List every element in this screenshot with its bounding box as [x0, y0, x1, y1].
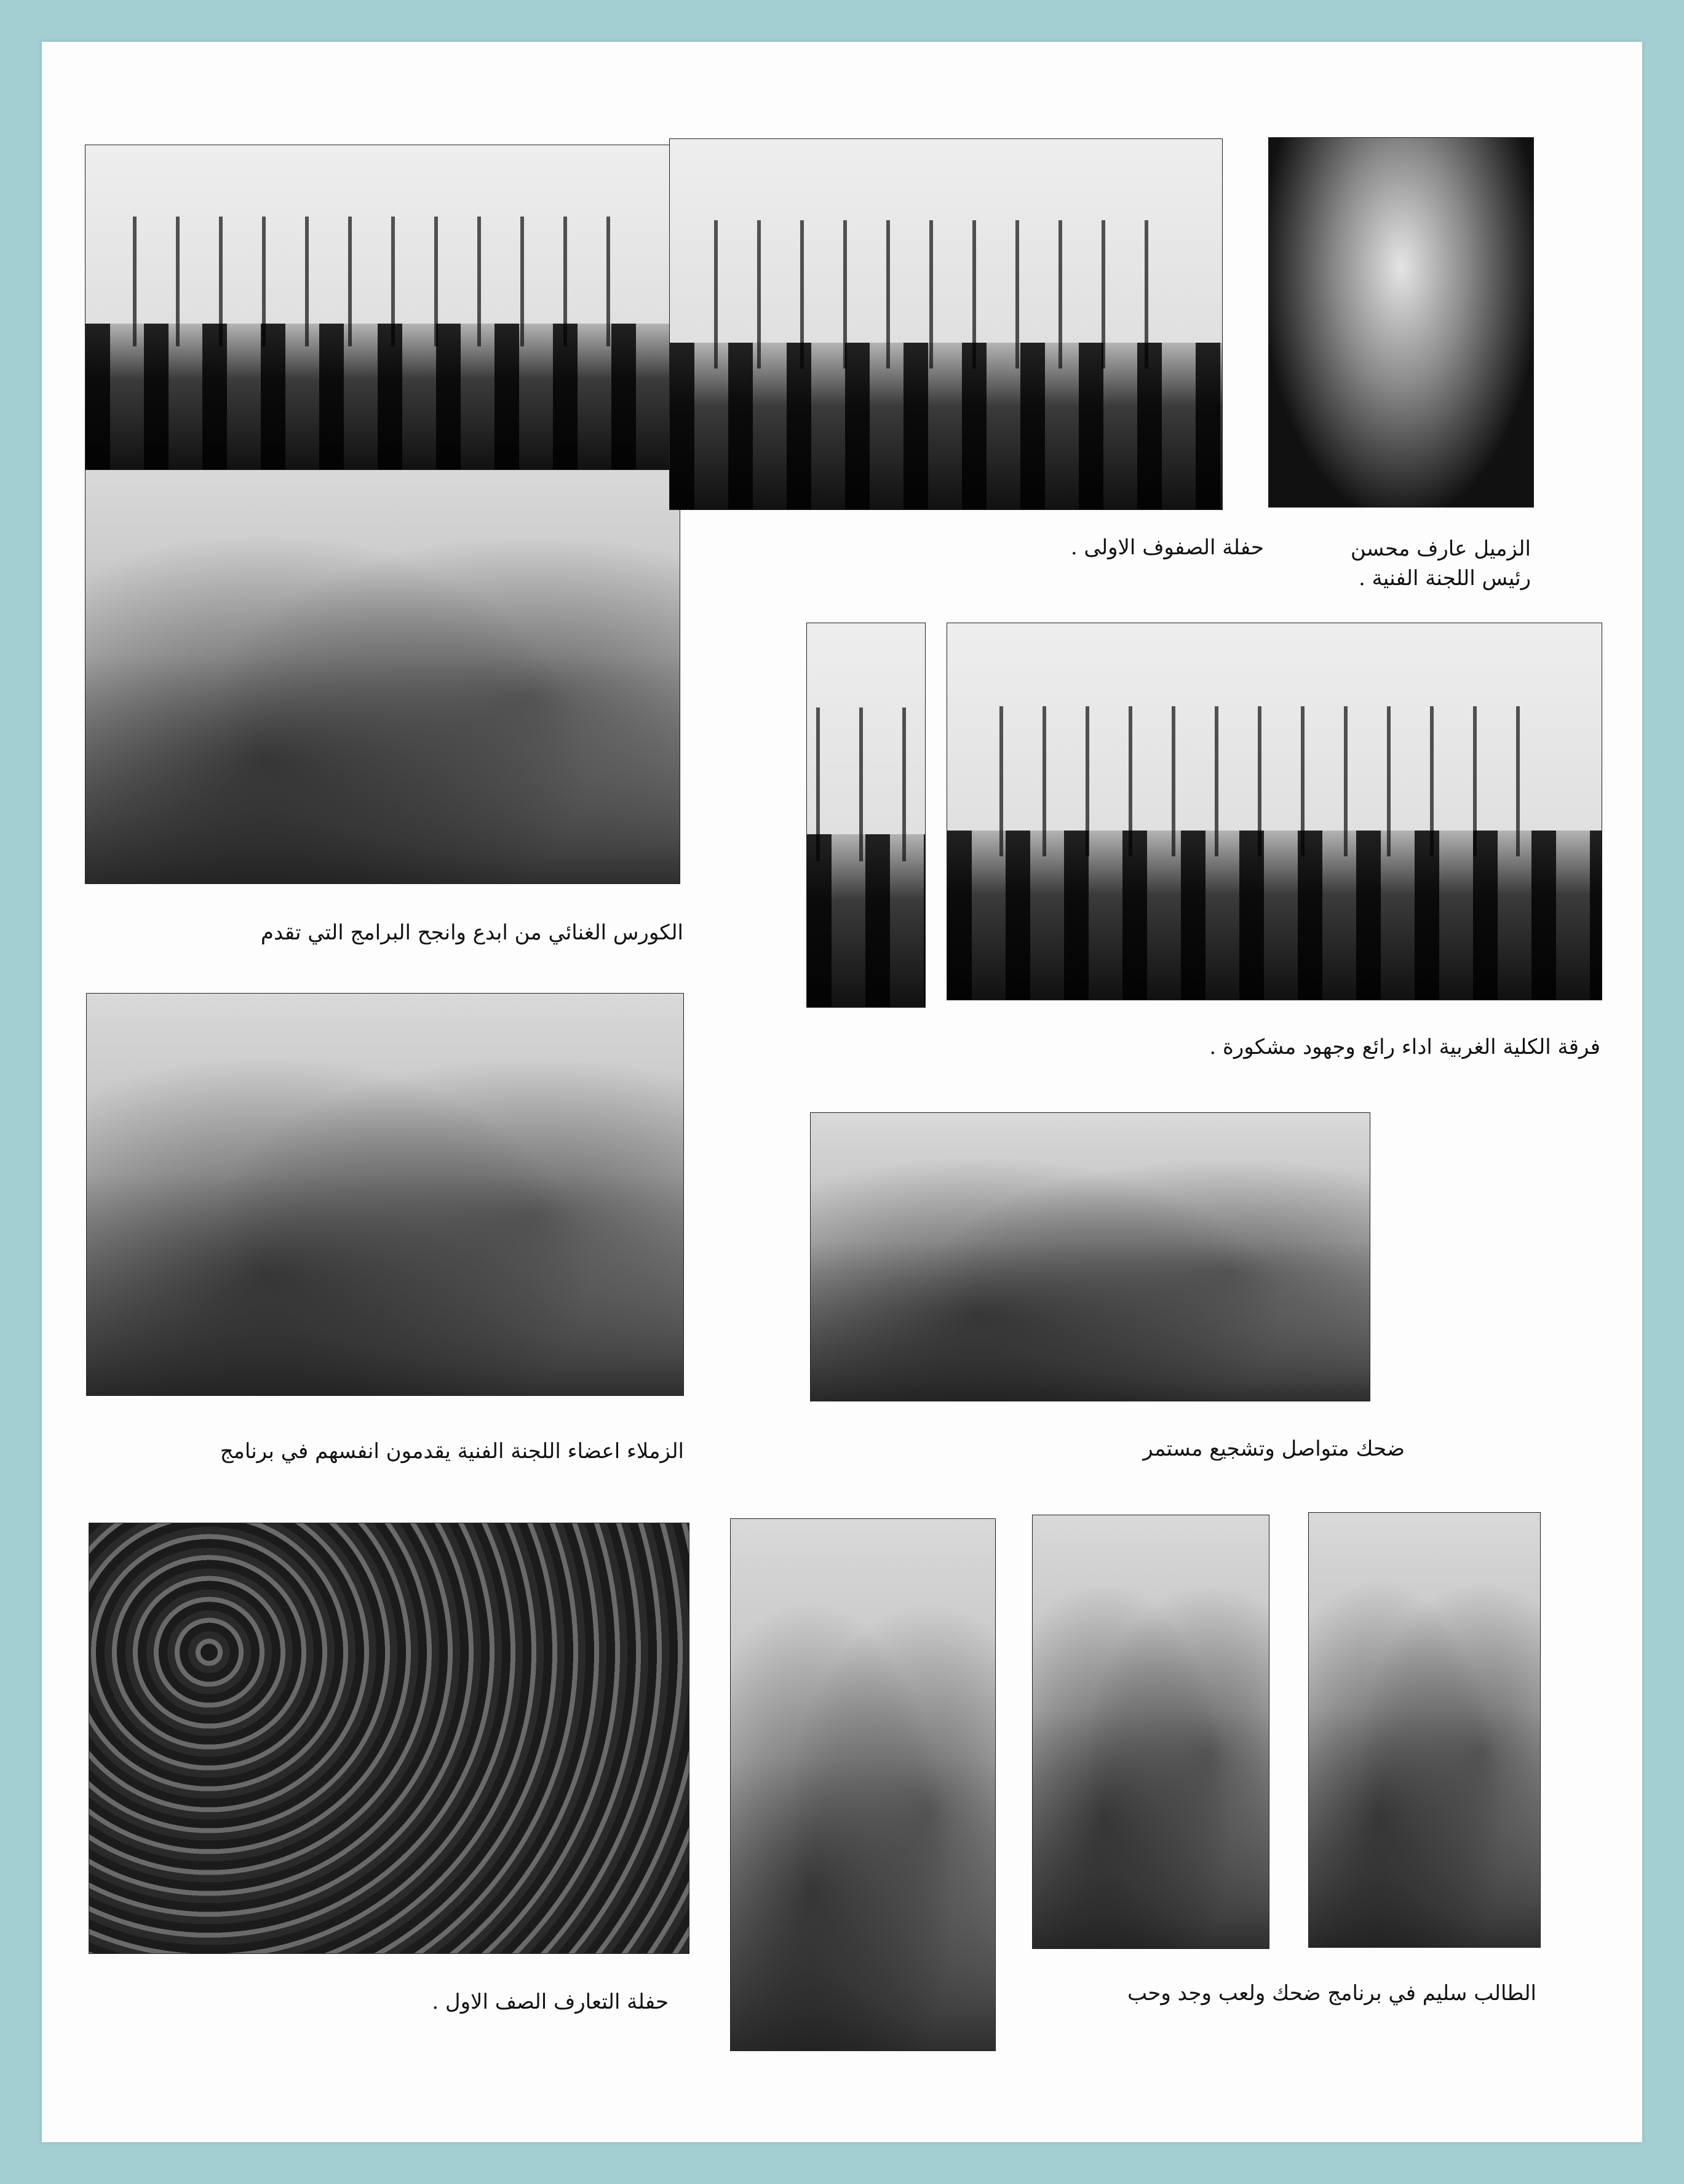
photo-first-grades-party — [669, 138, 1223, 510]
caption-aref-line2: رئيس اللجنة الفنية . — [1359, 566, 1531, 591]
photo-saleem-1 — [730, 1518, 996, 2051]
caption-student-saleem: الطالب سليم في برنامج ضحك ولعب وجد وحب — [1127, 1981, 1536, 2006]
photo-saleem-3 — [1308, 1512, 1541, 1948]
photo-western-band-left — [806, 623, 926, 1008]
photo-western-band-main — [947, 623, 1602, 1000]
photo-committee-members — [86, 993, 684, 1396]
photo-aref-mohsen-portrait — [1268, 137, 1534, 508]
caption-acquaintance-party: حفلة التعارف الصف الاول . — [432, 1990, 669, 2014]
photo-stage-performance — [85, 145, 678, 471]
caption-laughter: ضحك متواصل وتشجيع مستمر — [1143, 1437, 1405, 1461]
caption-western-band: فرقة الكلية الغربية اداء رائع وجهود مشكورة . — [1209, 1035, 1600, 1059]
caption-first-grades-party: حفلة الصفوف الاولى . — [1070, 535, 1264, 560]
yearbook-page — [42, 42, 1642, 2142]
caption-chorus: الكورس الغنائي من ابدع وانجح البرامج التي تقدم — [260, 920, 683, 945]
caption-committee-members: الزملاء اعضاء اللجنة الفنية يقدمون انفسهم في برنامج — [220, 1439, 684, 1464]
photo-saleem-2 — [1032, 1515, 1269, 1949]
photo-acquaintance-party-crowd — [89, 1523, 689, 1954]
photo-audience-laughter — [810, 1112, 1370, 1401]
photo-chorus — [85, 469, 680, 884]
caption-aref-line1: الزميل عارف محسن — [1350, 536, 1531, 561]
